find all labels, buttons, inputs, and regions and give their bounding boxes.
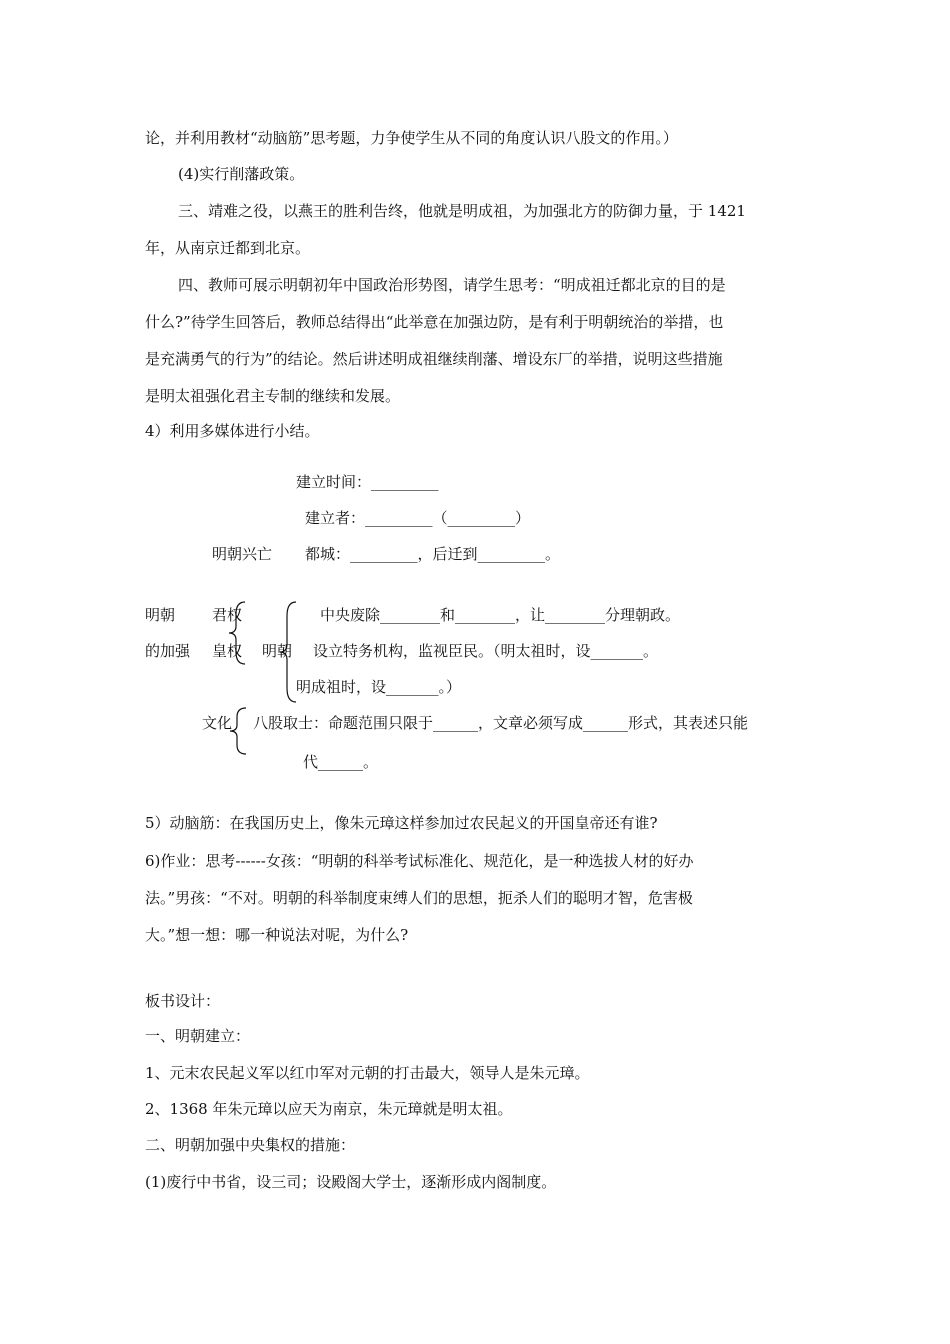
- paragraph-line: 4）利用多媒体进行小结。: [145, 422, 320, 440]
- board-design-heading: 板书设计：: [145, 992, 221, 1010]
- homework-line: 6)作业：思考------女孩：“明朝的科举考试标准化、规范化，是一种选拔人材的好办: [145, 852, 694, 870]
- paragraph-line: 三、靖难之役，以燕王的胜利告终，他就是明成祖，为加强北方的防御力量，于 1421: [178, 202, 746, 220]
- paragraph-line: 是明太祖强化君主专制的继续和发展。: [145, 387, 401, 405]
- imperial-power-label: 皇权: [212, 642, 243, 660]
- left-brace-icon: [225, 600, 249, 666]
- section-heading: 一、明朝建立：: [145, 1027, 251, 1045]
- culture-label: 文化: [202, 714, 233, 732]
- strengthen-label: 的加强: [145, 642, 191, 660]
- board-item: (1)废行中书省，设三司；设殿阁大学士，逐渐形成内阁制度。: [145, 1173, 557, 1191]
- paragraph-line: 论，并利用教材“动脑筋”思考题，力争使学生从不同的角度认识八股文的作用。）: [145, 129, 678, 147]
- secret-agency: 设立特务机构，监视臣民。（明太祖时，设_______。: [313, 642, 659, 660]
- paragraph-line: 四、教师可展示明朝初年中国政治形势图，请学生思考：“明成祖迁都北京的目的是: [178, 276, 726, 294]
- chengzu-agency: 明成祖时，设_______。）: [296, 678, 462, 696]
- section-heading: 二、明朝加强中央集权的措施：: [145, 1136, 356, 1154]
- founder: 建立者：_________（_________）: [305, 509, 531, 527]
- homework-line: 法。”男孩：“不对。明朝的科举制度束缚人们的思想，扼杀人们的聪明才智，危害极: [145, 889, 693, 907]
- left-brace-icon: [226, 706, 250, 756]
- paragraph-line: 什么?”待学生回答后，教师总结得出“此举意在加强边防，是有利于明朝统治的举措，也: [145, 313, 724, 331]
- founding-time: 建立时间：_________: [296, 473, 439, 491]
- capital: 都城：_________，后迁到_________。: [305, 545, 561, 563]
- paragraph-line: (4)实行削藩政策。: [178, 165, 305, 183]
- think-question: 5）动脑筋：在我国历史上，像朱元璋这样参加过农民起义的开国皇帝还有谁?: [145, 814, 658, 832]
- paragraph-line: 年，从南京迁都到北京。: [145, 239, 311, 257]
- bagu-line-1: 八股取士：命题范围只限于______，文章必须写成______形式，其表述只能: [253, 714, 749, 732]
- board-item: 1、元末农民起义军以红巾军对元朝的打击最大，领导人是朱元璋。: [145, 1064, 590, 1082]
- bagu-line-2: 代______。: [303, 753, 379, 771]
- board-item: 2、1368 年朱元璋以应天为南京，朱元璋就是明太祖。: [145, 1100, 513, 1118]
- monarch-power-label: 君权: [212, 606, 243, 624]
- ming-dynasty-label: 明朝: [145, 606, 176, 624]
- paragraph-line: 是充满勇气的行为”的结论。然后讲述明成祖继续削藩、增设东厂的举措，说明这些措施: [145, 350, 723, 368]
- ming-label: 明朝: [262, 642, 293, 660]
- homework-line: 大。”想一想：哪一种说法对呢，为什么?: [145, 926, 409, 944]
- rise-fall-label: 明朝兴亡: [212, 545, 273, 563]
- central-abolish: 中央废除________和________，让________分理朝政。: [320, 606, 681, 624]
